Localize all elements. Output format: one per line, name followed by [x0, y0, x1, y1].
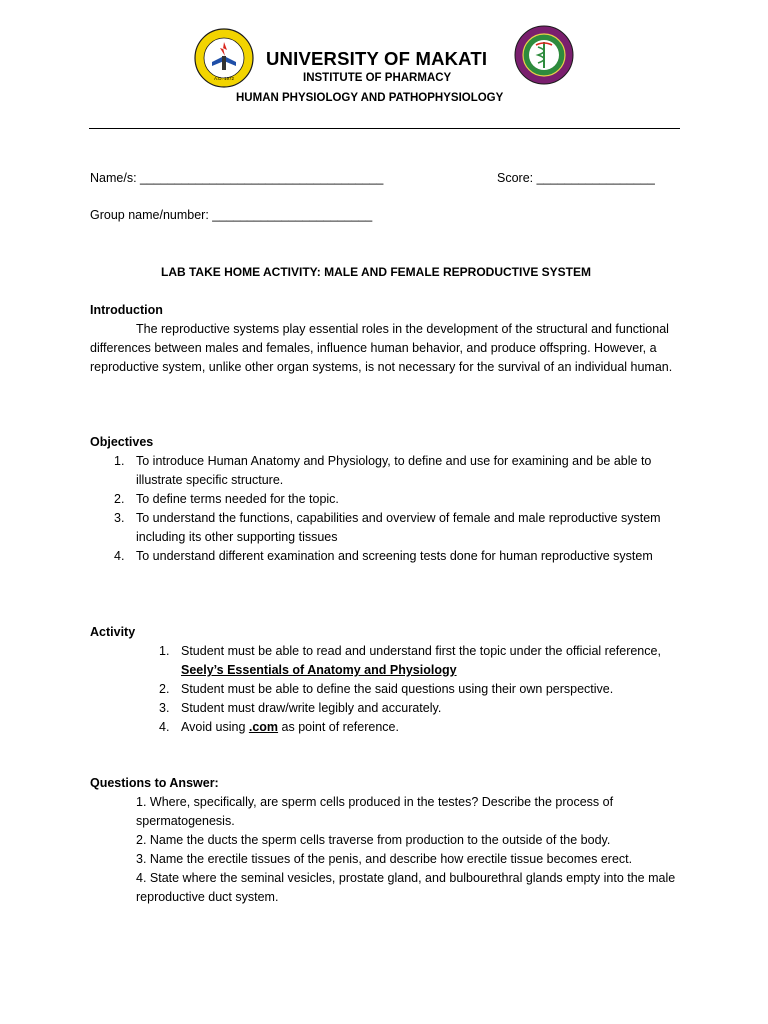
- score-field[interactable]: Score: _________________: [497, 171, 655, 185]
- objectives-list: [114, 452, 681, 566]
- item-number: 2.: [114, 492, 125, 506]
- list-item: [159, 680, 681, 699]
- list-item: [159, 718, 681, 737]
- item-text: Student must be able to define the said questions using their own perspective.: [181, 682, 614, 696]
- seal-year: A.D. 1972: [213, 76, 235, 81]
- name-field[interactable]: Name/s: ___________________________________: [90, 171, 384, 185]
- item-text: as point of reference.: [278, 720, 399, 734]
- list-item: [159, 642, 681, 680]
- item-text: To understand the functions, capabilities and overview of female and male reproductive system including its other supporting tissues: [136, 511, 661, 544]
- introduction-heading: Introduction: [90, 303, 163, 317]
- list-item: 2. Name the ducts the sperm cells traverse from production to the outside of the body.: [136, 833, 611, 847]
- reference-link[interactable]: Seely’s Essentials of Anatomy and Physiology: [181, 663, 457, 677]
- item-number: 3.: [159, 701, 170, 715]
- course-title: HUMAN PHYSIOLOGY AND PATHOPHYSIOLOGY: [236, 92, 504, 104]
- item-text: To understand different examination and screening tests done for human reproductive system: [136, 549, 653, 563]
- activity-title: LAB TAKE HOME ACTIVITY: MALE AND FEMALE REPRODUCTIVE SYSTEM: [161, 265, 592, 279]
- pharmacy-seal-icon: [514, 25, 574, 85]
- header-divider: [89, 128, 680, 129]
- item-number: 3.: [114, 511, 125, 525]
- questions-heading: Questions to Answer:: [90, 776, 219, 790]
- list-item: [114, 452, 681, 490]
- university-seal-icon: [194, 28, 254, 88]
- item-number: 1.: [159, 644, 170, 658]
- list-item: [159, 699, 681, 718]
- objectives-heading: Objectives: [90, 435, 154, 449]
- item-number: 2.: [159, 682, 170, 696]
- list-item: [114, 547, 681, 566]
- item-number: 1.: [114, 454, 125, 468]
- list-item: 4. State where the seminal vesicles, prostate gland, and bulbourethral glands empty into the male reproductive duct system.: [136, 871, 676, 904]
- questions-list: [136, 793, 681, 907]
- activity-list: [159, 642, 681, 737]
- list-item: [114, 509, 681, 547]
- item-number: 4.: [114, 549, 125, 563]
- com-emphasis: .com: [248, 720, 279, 734]
- item-text: Student must be able to read and understand first the topic under the official reference,: [181, 644, 661, 658]
- university-title: UNIVERSITY OF MAKATI: [266, 48, 488, 69]
- item-text: To introduce Human Anatomy and Physiology, to define and use for examining and be able to illustrate specific structure.: [136, 454, 652, 487]
- list-item: [114, 490, 681, 509]
- item-text: Avoid using: [181, 720, 249, 734]
- item-number: 4.: [159, 720, 170, 734]
- item-text: To define terms needed for the topic.: [136, 492, 339, 506]
- activity-heading: Activity: [90, 625, 136, 639]
- list-item: 1. Where, specifically, are sperm cells produced in the testes? Describe the process of spermatogenesis.: [136, 795, 614, 828]
- list-item: 3. Name the erectile tissues of the penis, and describe how erectile tissue becomes erect.: [136, 852, 633, 866]
- introduction-text: The reproductive systems play essential roles in the development of the structural and functional differences between males and females, influence human behavior, and produce offspring. However, a reproductive system, unlike other organ systems, is not necessary for the survival of an individual human.: [90, 322, 673, 374]
- institute-title: INSTITUTE OF PHARMACY: [303, 72, 452, 84]
- group-field[interactable]: Group name/number: _______________________: [90, 208, 373, 222]
- item-text: Student must draw/write legibly and accurately.: [181, 701, 442, 715]
